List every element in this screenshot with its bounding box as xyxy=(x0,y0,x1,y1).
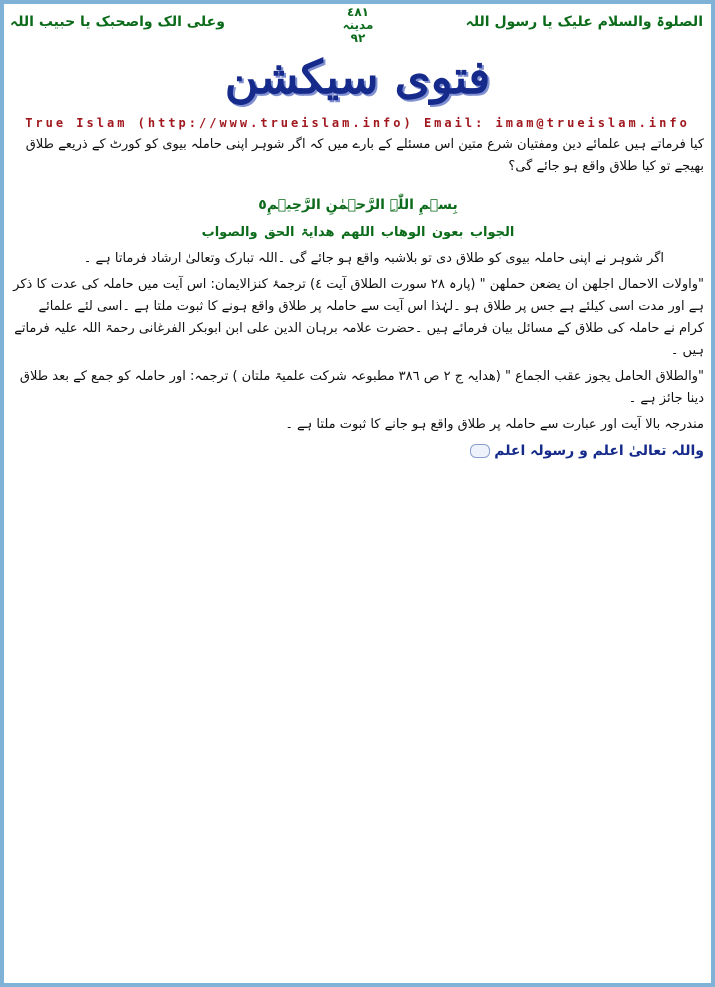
answer-paragraph: اگر شوہر نے اپنی حاملہ بیوی کو طلاق دی تو بلاشبہ واقع ہو جائے گی ۔اللہ تبارک وتعالیٰ ارشاد فرماتا ہے ۔ xyxy=(83,251,664,266)
madina-label: مدینہ xyxy=(342,18,374,32)
bismillah: بِسۡمِ اللّٰہِ الرَّحۡمٰنِ الرَّحِیۡمِ٥ xyxy=(258,197,458,213)
question-text: کیا فرماتے ہیں علمائے دین ومفتیان شرع متین اس مسئلے کے بارے میں کہ اگر شوہر اپنی حاملہ بیوی کو کورٹ کے ذریعے طلاق بھیجے تو کیا طلاق واقع ہو جائے گی؟ xyxy=(25,137,704,174)
answer-heading: الجواب بعون الوھاب اللھم ھدایۃ الحق والصواب xyxy=(201,225,515,240)
page-number: ٩٢ xyxy=(350,31,366,45)
closing-text: واللہ تعالیٰ اعلم و رسولہ اعلم xyxy=(494,443,704,459)
answer-paragraph: مندرجہ بالا آیت اور عبارت سے حاملہ پر طلاق واقع ہو جانے کا ثبوت ملتا ہے ۔ xyxy=(285,417,704,432)
page-header xyxy=(4,5,711,50)
fatwa-body xyxy=(12,134,704,462)
salutation-right: الصلوۃ والسلام علیک یا رسول اللہ xyxy=(465,14,703,30)
honorific-seal-icon xyxy=(470,444,490,458)
salutation-left: وعلی الک واصحبک یا حبیب اللہ xyxy=(10,14,225,30)
fatwa-number: ٤٨١ xyxy=(347,5,369,19)
contact-line: True Islam (http://www.trueislam.info) Email: imam@trueislam.info xyxy=(25,116,690,130)
closing-line xyxy=(12,440,704,462)
answer-paragraph: "واولات الاحمال اجلھن ان یضعن حملھن " (پارہ ٢٨ سورت الطلاق آیت ٤) ترجمۂ کنزالایمان: اس آیت میں حاملہ کی عدت کا ذکر ہے اور مدت اسی کیلئے ہے جس پر طلاق ہو ۔لہٰذا اس آیت سے حاملہ پر طلاق واقع ہونے کا ثبوت ملتا ہے ۔اسی لئے علمائے کرام نے حاملہ کی طلاق کے مسائل بیان فرمائے ہیں ۔حضرت علامہ برہان الدین علی ابن ابوبکر الفرغانی رحمۃ اللہ علیہ فرماتے ہیں ۔ xyxy=(13,277,704,358)
fatwa-number-block xyxy=(322,6,394,45)
answer-paragraph: "والطلاق الحامل یجوز عقب الجماع " (ھدایہ ج ٢ ص ٣٨٦ مطبوعہ شرکت علمیۃ ملتان ) ترجمہ: اور حاملہ کو جمع کے بعد طلاق دینا جائز ہے ۔ xyxy=(19,369,704,406)
page-title: فتوی سیکشن xyxy=(224,50,491,104)
